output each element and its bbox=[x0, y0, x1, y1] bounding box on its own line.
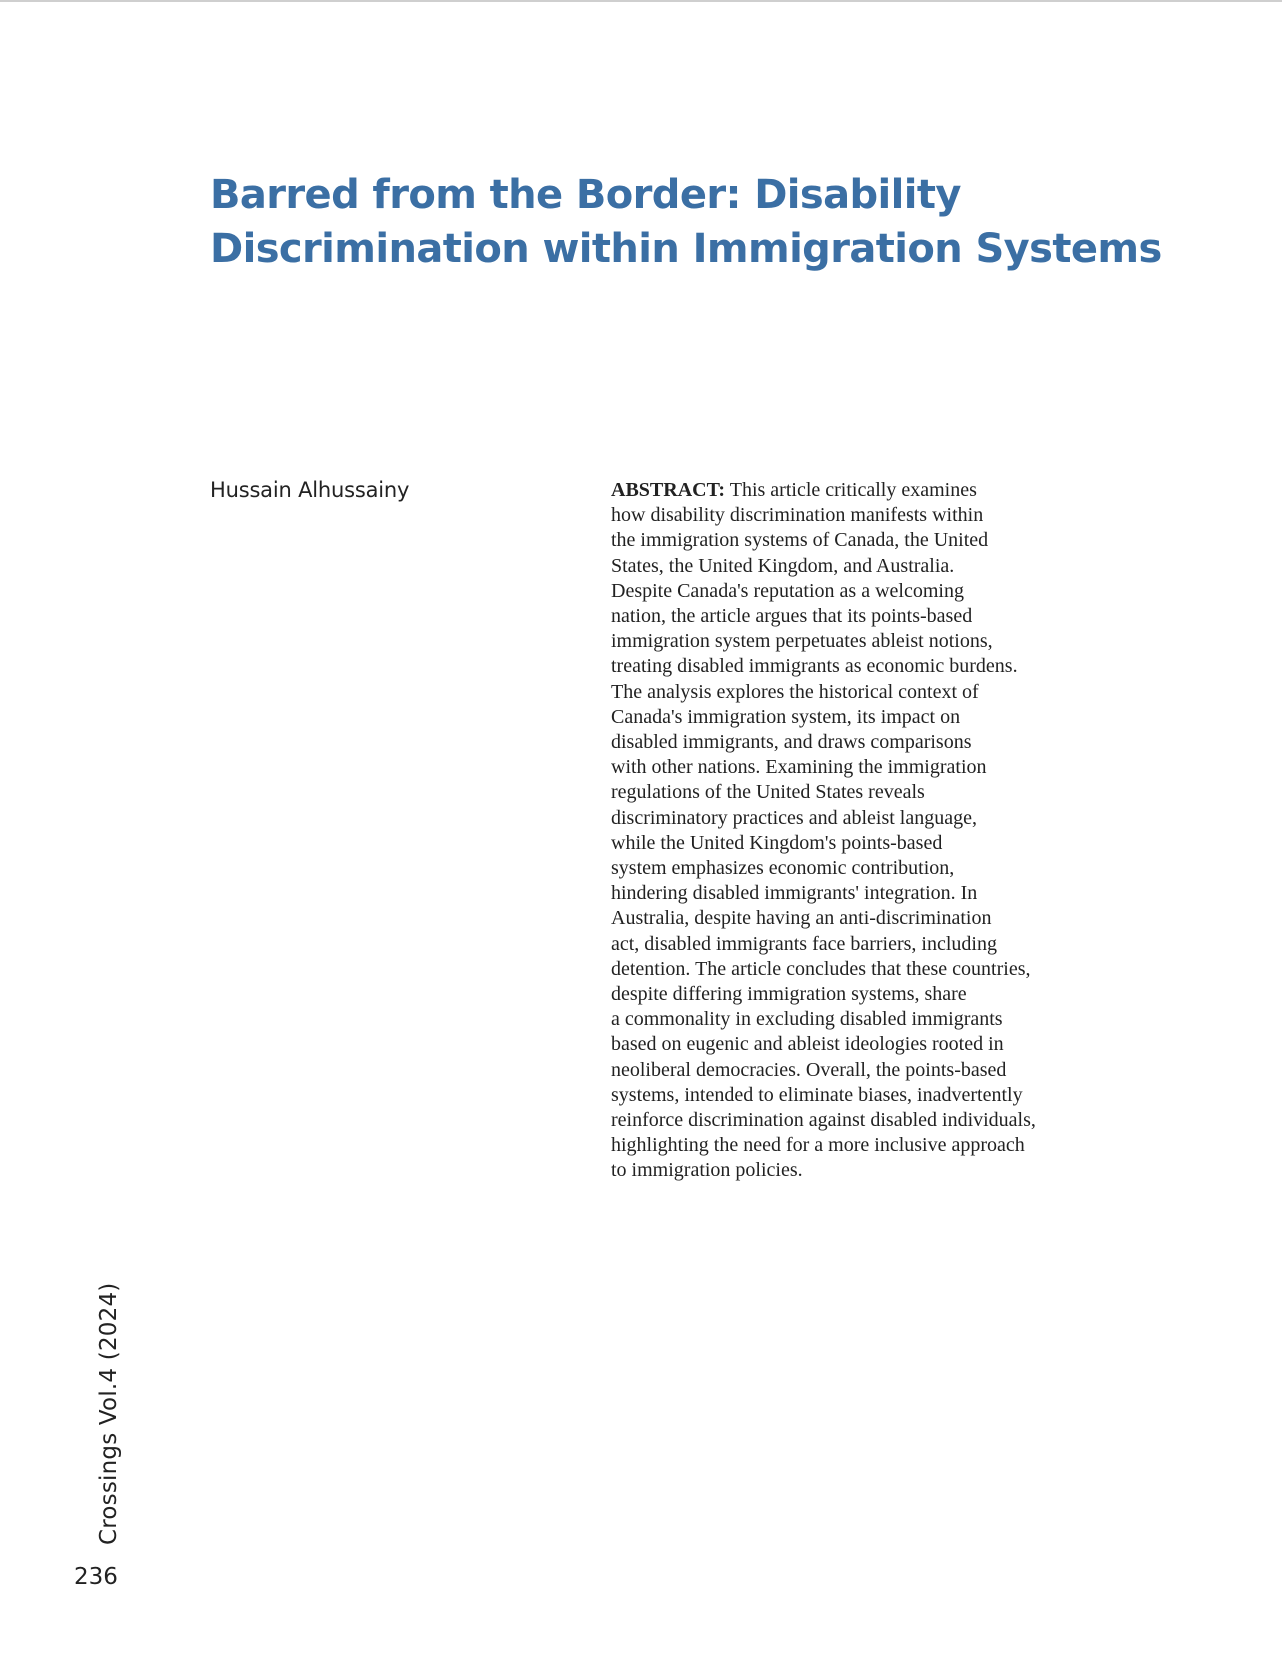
abstract-line: discriminatory practices and ableist language, bbox=[611, 806, 977, 829]
abstract-line: to immigration policies. bbox=[611, 1159, 803, 1182]
abstract-line: based on eugenic and ableist ideologies rooted in bbox=[611, 1033, 1004, 1056]
article-title bbox=[210, 168, 1162, 276]
abstract-line: nation, the article argues that its points-based bbox=[611, 605, 973, 628]
abstract bbox=[611, 478, 1051, 1184]
abstract-line: Despite Canada's reputation as a welcoming bbox=[611, 579, 964, 602]
abstract-text: This article critically examines bbox=[725, 479, 977, 501]
abstract-line bbox=[611, 478, 1051, 503]
abstract-line: immigration system perpetuates ableist notions, bbox=[611, 630, 993, 653]
journal-name: Crossings Vol.4 (2024) bbox=[96, 1282, 122, 1545]
title-line-1: Barred from the Border: Disability bbox=[210, 172, 961, 218]
abstract-line: despite differing immigration systems, share bbox=[611, 983, 967, 1006]
abstract-line: system emphasizes economic contribution, bbox=[611, 857, 955, 880]
abstract-line: Canada's immigration system, its impact on bbox=[611, 705, 961, 728]
abstract-label: ABSTRACT: bbox=[611, 479, 726, 501]
abstract-line: neoliberal democracies. Overall, the points-based bbox=[611, 1058, 1007, 1081]
abstract-line: The analysis explores the historical context of bbox=[611, 680, 979, 703]
title-line-2: Discrimination within Immigration Systems bbox=[210, 226, 1162, 272]
abstract-line: the immigration systems of Canada, the United bbox=[611, 529, 989, 552]
page-number: 236 bbox=[74, 1564, 118, 1590]
abstract-line: while the United Kingdom's points-based bbox=[611, 831, 943, 854]
abstract-line: detention. The article concludes that these countries, bbox=[611, 957, 1031, 980]
top-rule bbox=[0, 0, 1282, 2]
abstract-line: with other nations. Examining the immigration bbox=[611, 756, 987, 779]
abstract-line: treating disabled immigrants as economic burdens. bbox=[611, 655, 1018, 678]
abstract-line: act, disabled immigrants face barriers, including bbox=[611, 932, 997, 955]
abstract-line: States, the United Kingdom, and Australia. bbox=[611, 554, 955, 577]
abstract-line: a commonality in excluding disabled immigrants bbox=[611, 1008, 1003, 1031]
abstract-line: reinforce discrimination against disabled individuals, bbox=[611, 1109, 1036, 1132]
abstract-line: systems, intended to eliminate biases, inadvertently bbox=[611, 1083, 1023, 1106]
author-name: Hussain Alhussainy bbox=[210, 478, 410, 502]
abstract-line: how disability discrimination manifests within bbox=[611, 504, 984, 527]
abstract-line: disabled immigrants, and draws comparisons bbox=[611, 731, 972, 754]
abstract-line: Australia, despite having an anti-discrimination bbox=[611, 907, 992, 930]
abstract-line: highlighting the need for a more inclusive approach bbox=[611, 1134, 1025, 1157]
abstract-line: hindering disabled immigrants' integration. In bbox=[611, 882, 978, 905]
abstract-line: regulations of the United States reveals bbox=[611, 781, 925, 804]
